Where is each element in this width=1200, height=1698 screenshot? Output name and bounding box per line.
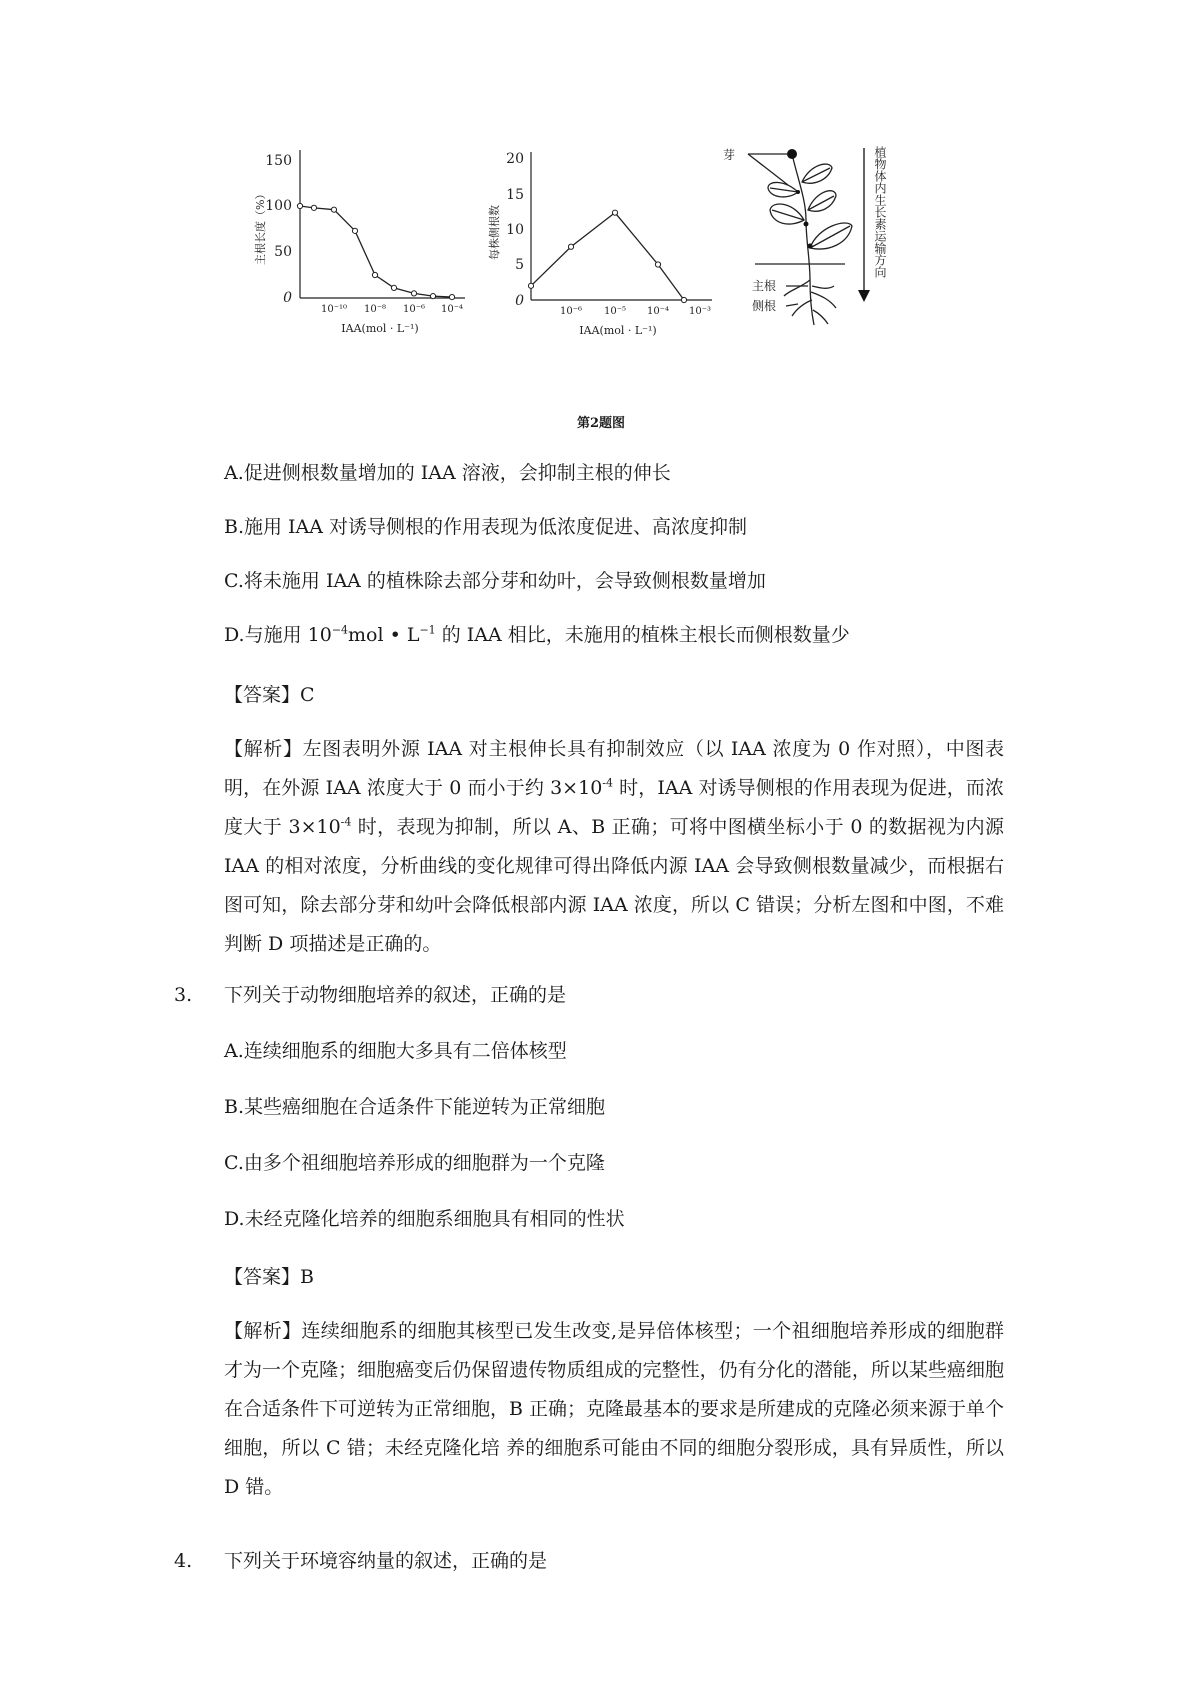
main-root-data-point: [352, 228, 357, 233]
left-ytick-150: 150: [265, 153, 292, 169]
left-xtick-2: 10⁻⁸: [363, 304, 387, 315]
figure-2: [250, 140, 970, 370]
q3-option-c: C.由多个祖细胞培养形成的细胞群为一个克隆: [224, 1152, 605, 1174]
left-xtick-1: 10⁻¹⁰: [320, 304, 348, 315]
q4-stem: 下列关于环境容纳量的叙述，正确的是: [224, 1550, 548, 1572]
left-ytick-100: 100: [265, 198, 292, 214]
q2-option-b: B.施用 IAA 对诱导侧根的作用表现为低浓度促进、高浓度抑制: [224, 516, 748, 538]
q2-option-a: A.促进侧根数量增加的 IAA 溶液，会抑制主根的伸长: [224, 462, 671, 484]
mid-ytick-15: 15: [506, 187, 524, 203]
mid-ytick-20: 20: [506, 151, 524, 167]
left-xtick-3: 10⁻⁶: [402, 304, 426, 315]
bud: [787, 149, 797, 159]
q3-option-a: A.连续细胞系的细胞大多具有二倍体核型: [224, 1040, 567, 1062]
mid-ytick-5: 5: [515, 257, 524, 273]
main-root-data-point: [449, 294, 454, 299]
q3-option-b: B.某些癌细胞在合适条件下能逆转为正常细胞: [224, 1096, 606, 1118]
lateral-root: [784, 280, 810, 296]
main-root-data-point: [372, 272, 377, 277]
arrow-label: 植物体内生长素运输方向: [873, 146, 887, 278]
lateral-root-count-chart: [487, 151, 712, 337]
left-xlabel: IAA(mol · L⁻¹): [341, 322, 419, 335]
lateral-root-label: 侧根: [752, 299, 777, 313]
main-root-length-chart: [253, 150, 465, 335]
q2-option-d: D.与施用 $10^{-4}mol$ • $L^{-1}$ 的 IAA 相比，未施用的植株主根长而侧根数量少: [224, 623, 850, 646]
mid-xtick-2: 10⁻⁵: [603, 306, 627, 317]
mid-xlabel: IAA(mol · L⁻¹): [579, 324, 657, 337]
q3-number: 3.: [174, 984, 193, 1006]
mid-ytick-10: 10: [506, 222, 524, 238]
figure-caption: 第2题图: [577, 416, 626, 431]
bud-label: 芽: [723, 148, 736, 162]
mid-xtick-4: 10⁻³: [688, 306, 712, 317]
q2-answer: 【答案】C: [224, 684, 315, 706]
lateral-root-data-point: [655, 262, 660, 267]
q2-option-c: C.将未施用 IAA 的植株除去部分芽和幼叶，会导致侧根数量增加: [224, 570, 766, 592]
mid-ytick-0: 0: [515, 293, 524, 309]
q2-analysis: 【解析】左图表明外源 IAA 对主根伸长具有抑制效应（以 IAA 浓度为 0 作对照），中图表明，在外源 IAA 浓度大于 0 而小于约 $3\times 10^{-4}$ 时，IAA 对诱导侧根的作用表现为促进，而浓度大于 $3\times 10^{-4}$ 时，表现为抑制，所以 A、B 正确；可将中图横坐标小于 0 的数据视为内源 IAA 的相对浓度，分析曲线的变化规律可得出降低内源 IAA 会导致侧根数量减少，而根据右图可知，除去部分芽和幼叶会降低根部内源 IAA 浓度，所以 C 错误；分析左图和中图，不难判断 D 项描述是正确的。: [224, 738, 1005, 955]
left-ylabel: 主根长度（%）: [254, 188, 267, 265]
left-ytick-0: 0: [283, 290, 292, 306]
main-root-label: 主根: [752, 279, 777, 293]
main-root-curve: [300, 206, 452, 297]
lateral-root: [812, 286, 834, 288]
q3-stem: 下列关于动物细胞培养的叙述，正确的是: [224, 984, 567, 1006]
lateral-root: [811, 292, 836, 308]
main-root-data-point: [430, 294, 435, 299]
q3-option-d: D.未经克隆化培养的细胞系细胞具有相同的性状: [224, 1208, 625, 1230]
lateral-root-data-point: [568, 244, 573, 249]
mid-xtick-1: 10⁻⁶: [559, 306, 583, 317]
lateral-root-curve: [531, 213, 684, 300]
main-root-data-point: [411, 291, 416, 296]
mid-xtick-3: 10⁻⁴: [646, 306, 670, 317]
main-root-data-point: [391, 285, 396, 290]
lateral-root-data-point: [528, 283, 533, 288]
lateral-root: [792, 300, 812, 316]
mid-ylabel: 每株侧根数: [488, 205, 501, 260]
q3-answer: 【答案】B: [224, 1266, 314, 1288]
lateral-root-data-point: [681, 297, 686, 302]
main-root-data-point: [297, 203, 302, 208]
lateral-root: [813, 310, 828, 324]
lateral-root-data-point: [612, 210, 617, 215]
q4-number: 4.: [174, 1550, 193, 1572]
main-root-data-point: [331, 207, 336, 212]
q3-analysis: 【解析】连续细胞系的细胞其核型已发生改变,是异倍体核型；一个祖细胞培养形成的细胞群才为一个克隆；细胞癌变后仍保留遗传物质组成的完整性，仍有分化的潜能，所以某些癌细胞在合适条件下可逆转为正常细胞，B 正确；克隆最基本的要求是所建成的克隆必须来源于单个细胞，所以 C 错；未经克隆化培 养的细胞系可能由不同的细胞分裂形成，具有异质性，所以 D 错。: [224, 1320, 1005, 1498]
left-xtick-4: 10⁻⁴: [440, 304, 464, 315]
left-ytick-50: 50: [274, 244, 292, 260]
main-root-data-point: [311, 205, 316, 210]
